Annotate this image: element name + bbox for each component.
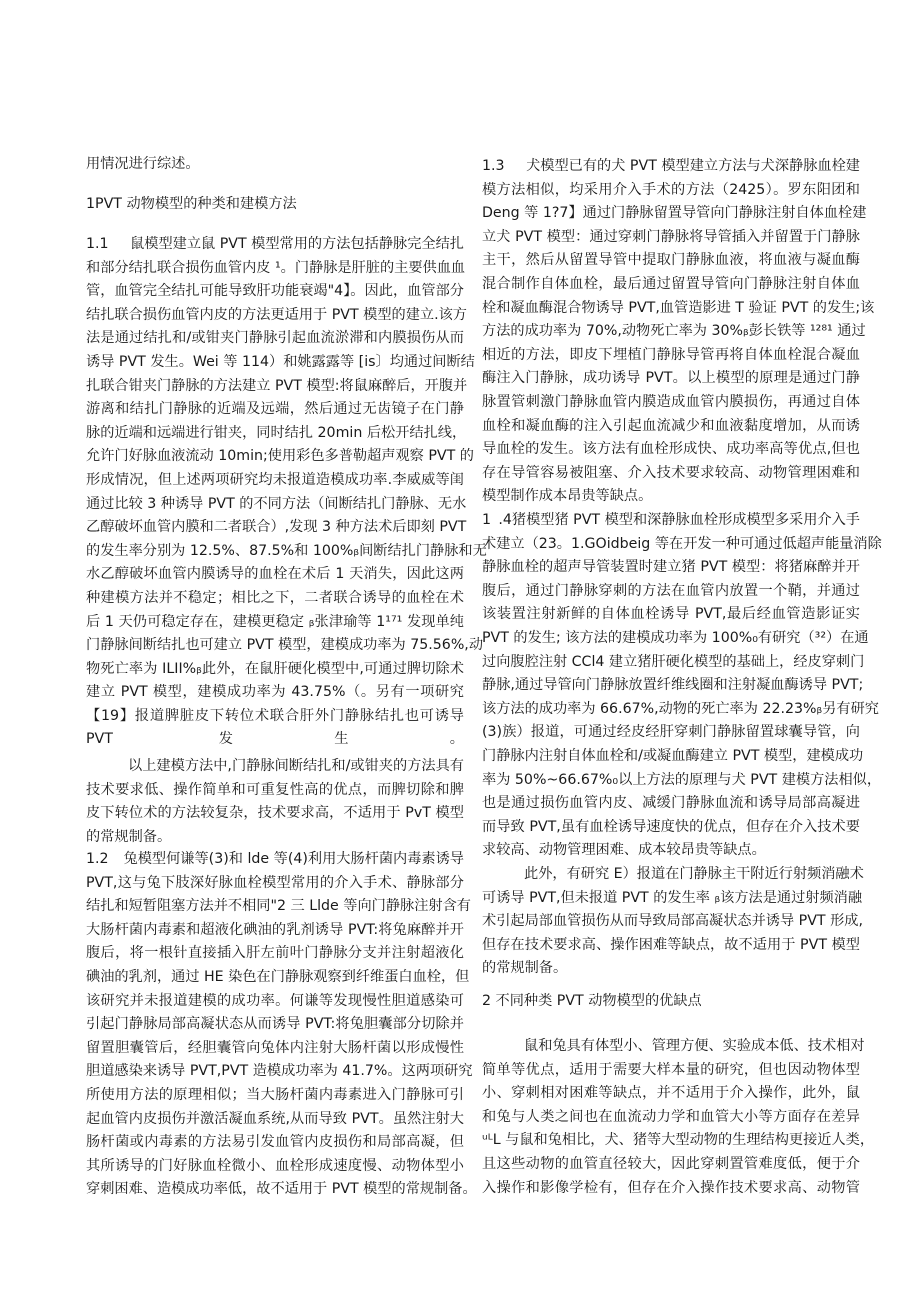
text-line: 碘油的乳剂，通过 HE 染色在门静脉观察到纤维蛋白血栓，但 [86, 968, 470, 985]
numbered-paragraph [86, 233, 487, 752]
line-text: 鼠模型建立鼠 PVT 模型常用的方法包括静脉完全结扎 [130, 236, 464, 252]
text-line [86, 233, 464, 257]
text-line: 脉的近端和远端进行钳夹，同时结扎 20min 后松开结扎线， [86, 424, 467, 441]
text-line: 允许门好脉血液流动 10min;使用彩色多普勒超声观察 PVT 的 [86, 448, 474, 465]
numbered-paragraph [86, 848, 477, 1202]
line-text: .4猪模型猪 PVT 模型和深静脉血栓形成模型多采用介入手 [498, 512, 860, 528]
text-line: 大肠杆菌内毒素和超液化碘油的乳剂诱导 PVT:将兔麻醉并开 [86, 921, 464, 938]
text-line: 存在导管容易被阻塞、介入技术要求较高、动物管理困难和 [482, 464, 860, 481]
text-line: 1PVT 动物模型的种类和建模方法 [86, 196, 297, 212]
text-line: 腹后，将一根针直接插入肝左前叶门静脉分支并注射超液化 [86, 945, 464, 962]
text-line: (3)族）报道，可通过经皮经肝穿刺门静脉留置球囊导管，向 [482, 724, 860, 741]
text-line: 用情况进行综述。 [86, 156, 200, 172]
text-line: 和部分结扎联合损伤血管内皮 ¹。门静脉是肝脏的主要供血血 [86, 259, 466, 276]
text-line: 门静脉内注射自体血栓和/或凝血酶建立 PVT 模型，建模成功 [482, 747, 864, 764]
text-line: 水乙醇破坏血管内膜诱导的血栓在术后 1 天消失，因此这两 [86, 566, 464, 583]
text-line: 和兔与人类之间也在血流动力学和血管大小等方面存在差异 [482, 1108, 860, 1125]
text-line: 立犬 PVT 模型：通过穿刺门静脉将导管插入并留置于门静脉 [482, 228, 860, 245]
section-number: 1.2 [86, 851, 109, 867]
text-line: 所使用方法的原理相似；当大肠杆菌内毒素进入门静脉可引 [86, 1086, 464, 1103]
section-heading [86, 193, 464, 217]
text-line: 但存在技术要求高、操作困难等缺点，故不适用于 PVT 模型 [482, 936, 860, 953]
section-heading [482, 990, 860, 1014]
text-line: 相近的方法，即皮下埋植门静脉导管再将自体血栓混合凝血 [482, 346, 860, 363]
text-line [482, 155, 860, 179]
text-line: 术建立（23。1.GOidbeig 等在开发一种可通过低超声能量消除 [482, 535, 882, 552]
text-line: 建立 PVT 模型，建模成功率为 43.75%（。另有一项研究 [86, 684, 464, 701]
text-line: 结扎和短暂阻塞方法并不相同"2 三 Llde 等向门静脉注射含有 [86, 898, 471, 915]
text-line: 主干，然后从留置导管中提取门静脉血液，将血液与凝血酶 [482, 252, 860, 269]
text-line: 胆道感染来诱导 PVT,PVT 造模成功率为 41.7%。这两项研究 [86, 1063, 473, 1080]
numbered-paragraph [482, 155, 875, 509]
text-line: 可诱导 PVT,但未报道 PVT 的发生率 ᵦ该方法是通过射频消融 [482, 889, 863, 906]
text-line: 该研究并未报道建模的成功率。何谦等发现慢性胆道感染可 [86, 992, 464, 1009]
text-line: 混合制作自体血栓，最后通过留置导管向门静脉注射自体血 [482, 275, 860, 292]
text-line: 小、穿刺相对困难等缺点，并不适用于介入操作，此外，鼠 [482, 1085, 860, 1102]
text-line: 引起门静脉局部高凝状态从而诱导 PVT:将兔胆囊部分切除并 [86, 1016, 464, 1033]
numbered-paragraph [482, 509, 882, 863]
text-line: 鼠和兔具有体型小、管理方便、实验成本低、技术相对 [524, 1038, 865, 1054]
section-number: 1.1 [86, 236, 109, 252]
text-line: 法是通过结扎和/或钳夹门静脉引起血流淤滞和内膜损伤从而 [86, 330, 464, 347]
text-line [86, 848, 464, 872]
text-line: 过向腹腔注射 CCl4 建立猪肝硬化模型的基础上，经皮穿刺门 [482, 653, 865, 670]
text-line: 酶注入门静脉，成功诱导 PVT。以上模型的原理是通过门静 [482, 370, 860, 387]
text-line: Deng 等 1?7】通过门静脉留置导管向门静脉注射自体血栓建 [482, 205, 867, 222]
text-line: 栓和凝血酶混合物诱导 PVT,血管造影进 T 验证 PVT 的发生;该 [482, 299, 875, 316]
text-line: 肠杆菌或内毒素的方法易引发血管内皮损伤和局部高凝，但 [86, 1134, 464, 1151]
text-line: 诱导 PVT 发生。Wei 等 114）和姚露露等 [is〕均通过间断结 [86, 353, 475, 370]
line-text: 犬模型已有的犬 PVT 模型建立方法与犬深静脉血栓建 [526, 158, 860, 174]
text-line: 该方法的成功率为 66.67%,动物的死亡率为 22.23%ᵦ另有研究 [482, 700, 879, 717]
text-line: 方法的成功率为 70%,动物死亡率为 30%ᵦ彭长铁等 ¹²⁸¹ 通过 [482, 323, 866, 340]
text-line: 脉置管刺激门静脉血管内膜造成血管内膜损伤，再通过自体 [482, 393, 860, 410]
text-line: 物死亡率为 ILII%ᵦ此外，在鼠肝硬化模型中,可通过脾切除术 [86, 660, 464, 677]
text-line: 扎联合钳夹门静脉的方法建立 PVT 模型:将鼠麻醉后，开腹并 [86, 377, 468, 394]
indented-paragraph [482, 863, 864, 981]
text-line: 的发生率分别为 12.5%、87.5%和 100%ᵦ间断结扎门静脉和无 [86, 542, 487, 559]
text-line: PVT 发生。 [86, 731, 464, 748]
text-line: 结扎联合损伤血管内皮的方法更适用于 PVT 模型的建立.该方 [86, 306, 467, 323]
text-line: 且这些动物的血管直径较大，因此穿刺置管难度低，便于介 [482, 1155, 860, 1172]
text-line: 模方法相似，均采用介入手术的方法（2425）。罗东阳团和 [482, 181, 860, 198]
text-line: 以上建模方法中,门静脉间断结扎和/或钳夹的方法具有 [128, 758, 464, 774]
text-line: 形成情况，但上述两项研究均未报道造模成功率.李威威等闺 [86, 471, 464, 488]
text-line: 的常规制备。 [86, 828, 172, 845]
text-line: PVT 的发生; 该方法的建模成功率为 100%₀有研究（³²）在通 [482, 629, 869, 646]
text-line: 腹后，通过门静脉穿刺的方法在血管内放置一个鞘，并通过 [482, 582, 860, 599]
text-line: 也是通过损伤血管内皮、减缓门静脉血流和诱导局部高凝进 [482, 795, 860, 812]
section-number: 1 [482, 512, 492, 528]
text-line: 后 1 天仍可稳定存在，建模更稳定 ᵦ张津瑜等 1¹⁷¹ 发现单纯 [86, 613, 464, 630]
text-line: 求较高、动物管理困难、成本较昂贵等缺点。 [482, 842, 766, 859]
text-line: 其所诱导的门好脉血栓微小、血栓形成速度慢、动物体型小 [86, 1157, 464, 1174]
text-line: 此外，有研究 E）报道在门静脉主干附近行射频消融术 [524, 866, 864, 882]
text-line: 该装置注射新鲜的自体血栓诱导 PVT,最后经血管造影证实 [482, 606, 860, 623]
text-line: 皮下转位术的方法较复杂，技术要求高，不适用于 PvT 模型 [86, 805, 464, 822]
text-line: 血栓和凝血酶的注入引起血流减少和血液黏度增加，从而诱 [482, 417, 860, 434]
text-line: 2 不同种类 PVT 动物模型的优缺点 [482, 993, 702, 1009]
text-line: 静脉血栓的超声导管装置时建立猪 PVT 模型：将猪麻醉并开 [482, 559, 860, 576]
text-line: 静脉,通过导管向门静脉放置纤维线圈和注射凝血酶诱导 PVT; [482, 677, 864, 694]
text-line: 术引起局部血管损伤从而导致局部高凝状态并诱导 PVT 形成, [482, 913, 863, 930]
text-line: 率为 50%~66.67%₀以上方法的原理与犬 PVT 建模方法相似， [482, 771, 882, 788]
text-line: 模型制作成本昂贵等缺点。 [482, 488, 653, 505]
text-line: 【19】报道脾脏皮下转位术联合肝外门静脉结扎也可诱导 [86, 707, 464, 724]
paragraph [86, 153, 464, 177]
text-line: 的常规制备。 [482, 960, 568, 977]
text-line: 起血管内皮损伤并激活凝血系统,从而导致 PVT。虽然注射大 [86, 1110, 464, 1127]
text-line: 简单等优点，适用于需要大样本量的研究，但也因动物体型 [482, 1061, 860, 1078]
text-line: 游离和结扎门静脉的近端及远端，然后通过无齿镜子在门静 [86, 401, 464, 418]
text-line: 门静脉间断结扎也可建立 PVT 模型，建模成功率为 75.56%,动 [86, 637, 484, 654]
text-line: 入操作和影像学检有，但存在介入操作技术要求高、动物管 [482, 1179, 860, 1196]
text-line: 技术要求低、操作简单和可重复性高的优点，而脾切除和脾 [86, 781, 464, 798]
text-line: 而导致 PVT,虽有血栓诱导速度快的优点，但存在介入技术要 [482, 818, 860, 835]
text-line: 乙醇破坏血管内膜和二者联合）,发现 3 种方法术后即刻 PVT [86, 519, 467, 536]
section-number: 1.3 [482, 158, 505, 174]
text-line: PVT,这与兔下肢深好脉血栓模型常用的介入手术、静脉部分 [86, 874, 464, 891]
text-line: 种建模方法并不稳定；相比之下，二者联合诱导的血栓在术 [86, 589, 464, 606]
text-line [482, 509, 860, 533]
text-line: 导血栓的发生。该方法有血栓形成快、成功率高等优点,但也 [482, 441, 860, 458]
text-line: ᵘᴸL 与鼠和兔相比，犬、猪等大型动物的生理结构更接近人类， [482, 1132, 875, 1149]
indented-paragraph [86, 755, 464, 849]
text-line: 通过比较 3 种诱导 PVT 的不同方法（间断结扎门静脉、无水 [86, 495, 467, 512]
text-line: 留置胆囊管后，经胆囊管向兔体内注射大肠杆菌以形成慢性 [86, 1039, 464, 1056]
text-line: 穿刺困难、造模成功率低，故不适用于 PVT 模型的常规制备。 [86, 1181, 477, 1198]
indented-paragraph [482, 1035, 875, 1200]
line-text: 兔模型何谦等(3)和 lde 等(4)利用大肠杆菌内毒素诱导 [123, 851, 464, 867]
text-line: 管，血管完全结扎可能导致肝功能衰竭"4】。因此，血管部分 [86, 283, 464, 300]
